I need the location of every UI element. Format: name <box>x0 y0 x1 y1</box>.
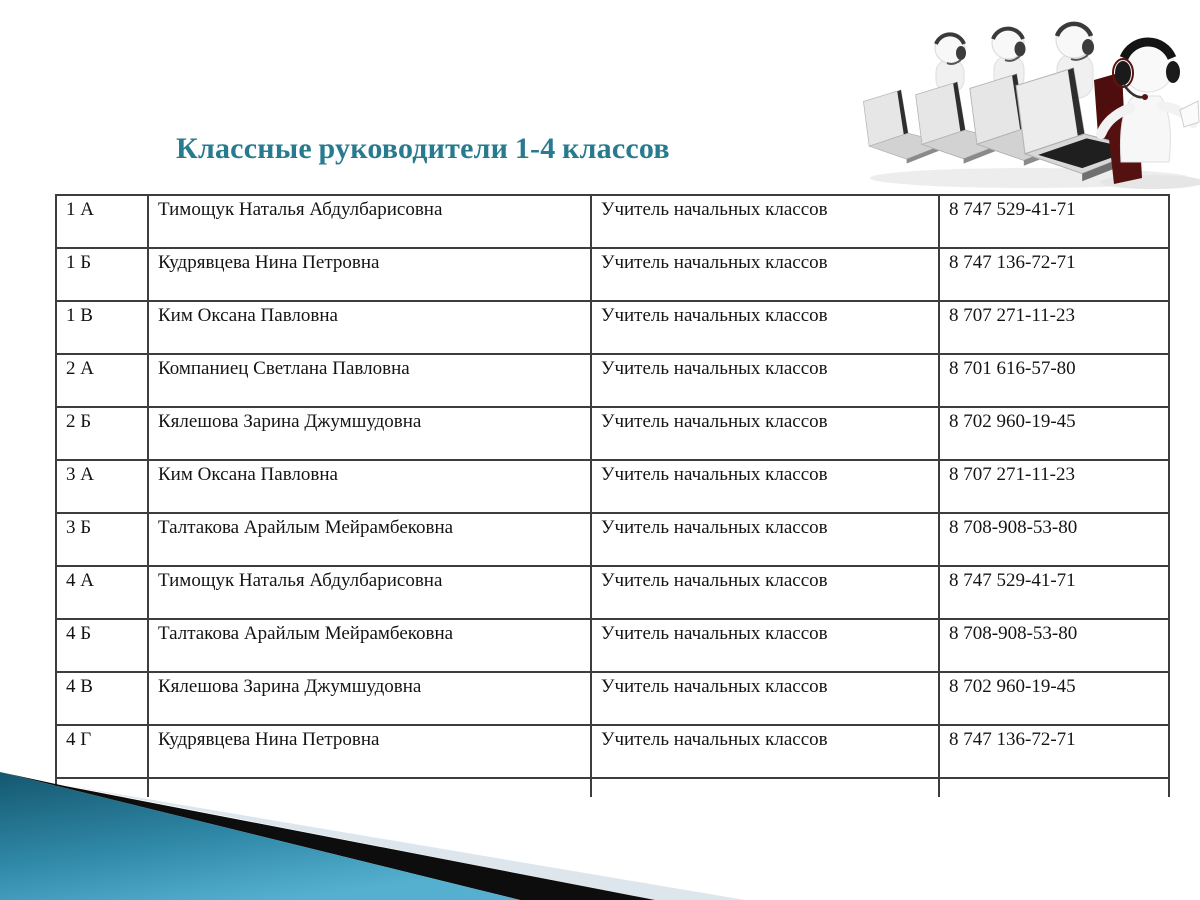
cell-position: Учитель начальных классов <box>591 195 939 248</box>
page-title: Классные руководители 1-4 классов <box>176 132 670 165</box>
cell-phone: 8 701 616-57-80 <box>939 354 1169 407</box>
cell-position: Учитель начальных классов <box>591 460 939 513</box>
cell-teacher: Кялешова Зарина Джумшудовна <box>148 407 591 460</box>
teachers-table-body <box>56 195 1169 778</box>
table-row <box>56 195 1169 248</box>
cell-class: 4 Г <box>56 725 148 778</box>
cell-phone: 8 702 960-19-45 <box>939 407 1169 460</box>
headset-cup-icon <box>1082 39 1094 55</box>
cell-phone: 8 707 271-11-23 <box>939 301 1169 354</box>
cell-class: 1 В <box>56 301 148 354</box>
cell-phone: 8 747 136-72-71 <box>939 725 1169 778</box>
table-row <box>56 566 1169 619</box>
cell-phone: 8 747 529-41-71 <box>939 195 1169 248</box>
teachers-table <box>55 194 1170 797</box>
cell-teacher: Тимощук Наталья Абдулбарисовна <box>148 195 591 248</box>
cell-position: Учитель начальных классов <box>591 566 939 619</box>
headset-cup-icon <box>1015 42 1026 57</box>
cell-phone: 8 707 271-11-23 <box>939 460 1169 513</box>
cell-teacher: Кудрявцева Нина Петровна <box>148 248 591 301</box>
headset-cup-icon <box>956 46 966 60</box>
cell-position: Учитель начальных классов <box>591 672 939 725</box>
cell-class: 2 Б <box>56 407 148 460</box>
cell-position: Учитель начальных классов <box>591 725 939 778</box>
cell-teacher: Ким Оксана Павловна <box>148 301 591 354</box>
cell-teacher: Кудрявцева Нина Петровна <box>148 725 591 778</box>
cell-class: 1 А <box>56 195 148 248</box>
headset-figure-1 <box>935 33 966 64</box>
cell-class: 4 В <box>56 672 148 725</box>
table-row <box>56 513 1169 566</box>
cell-phone: 8 702 960-19-45 <box>939 672 1169 725</box>
cell-phone: 8 747 529-41-71 <box>939 566 1169 619</box>
table-row <box>56 301 1169 354</box>
corner-ribbon-decoration <box>0 770 1200 900</box>
cell-phone: 8 708-908-53-80 <box>939 513 1169 566</box>
main-headset-figure <box>1101 40 1199 184</box>
papers-icon <box>1180 101 1199 127</box>
table-row <box>56 672 1169 725</box>
cell-teacher: Ким Оксана Павловна <box>148 460 591 513</box>
headphones-cup-icon <box>1115 61 1131 85</box>
cell-class: 4 Б <box>56 619 148 672</box>
headphones-cup-icon <box>1166 61 1180 83</box>
table-row <box>56 460 1169 513</box>
cell-position: Учитель начальных классов <box>591 407 939 460</box>
cell-class: 4 А <box>56 566 148 619</box>
table-row <box>56 407 1169 460</box>
table-row <box>56 354 1169 407</box>
headset-figure-3 <box>1056 22 1094 60</box>
cell-position: Учитель начальных классов <box>591 513 939 566</box>
cell-class: 2 А <box>56 354 148 407</box>
cell-phone: 8 708-908-53-80 <box>939 619 1169 672</box>
call-center-clipart-illustration <box>862 10 1200 192</box>
table-row <box>56 248 1169 301</box>
cell-teacher: Талтакова Арайлым Мейрамбековна <box>148 513 591 566</box>
cell-teacher: Компаниец Светлана Павловна <box>148 354 591 407</box>
cell-teacher: Тимощук Наталья Абдулбарисовна <box>148 566 591 619</box>
table-row <box>56 619 1169 672</box>
cell-position: Учитель начальных классов <box>591 301 939 354</box>
cell-class: 1 Б <box>56 248 148 301</box>
cell-position: Учитель начальных классов <box>591 354 939 407</box>
cell-class: 3 А <box>56 460 148 513</box>
cell-position: Учитель начальных классов <box>591 248 939 301</box>
headset-figure-2 <box>992 27 1026 61</box>
cell-class: 3 Б <box>56 513 148 566</box>
mic-tip-icon <box>1142 94 1148 100</box>
cell-phone: 8 747 136-72-71 <box>939 248 1169 301</box>
cell-teacher: Кялешова Зарина Джумшудовна <box>148 672 591 725</box>
cell-position: Учитель начальных классов <box>591 619 939 672</box>
cell-teacher: Талтакова Арайлым Мейрамбековна <box>148 619 591 672</box>
